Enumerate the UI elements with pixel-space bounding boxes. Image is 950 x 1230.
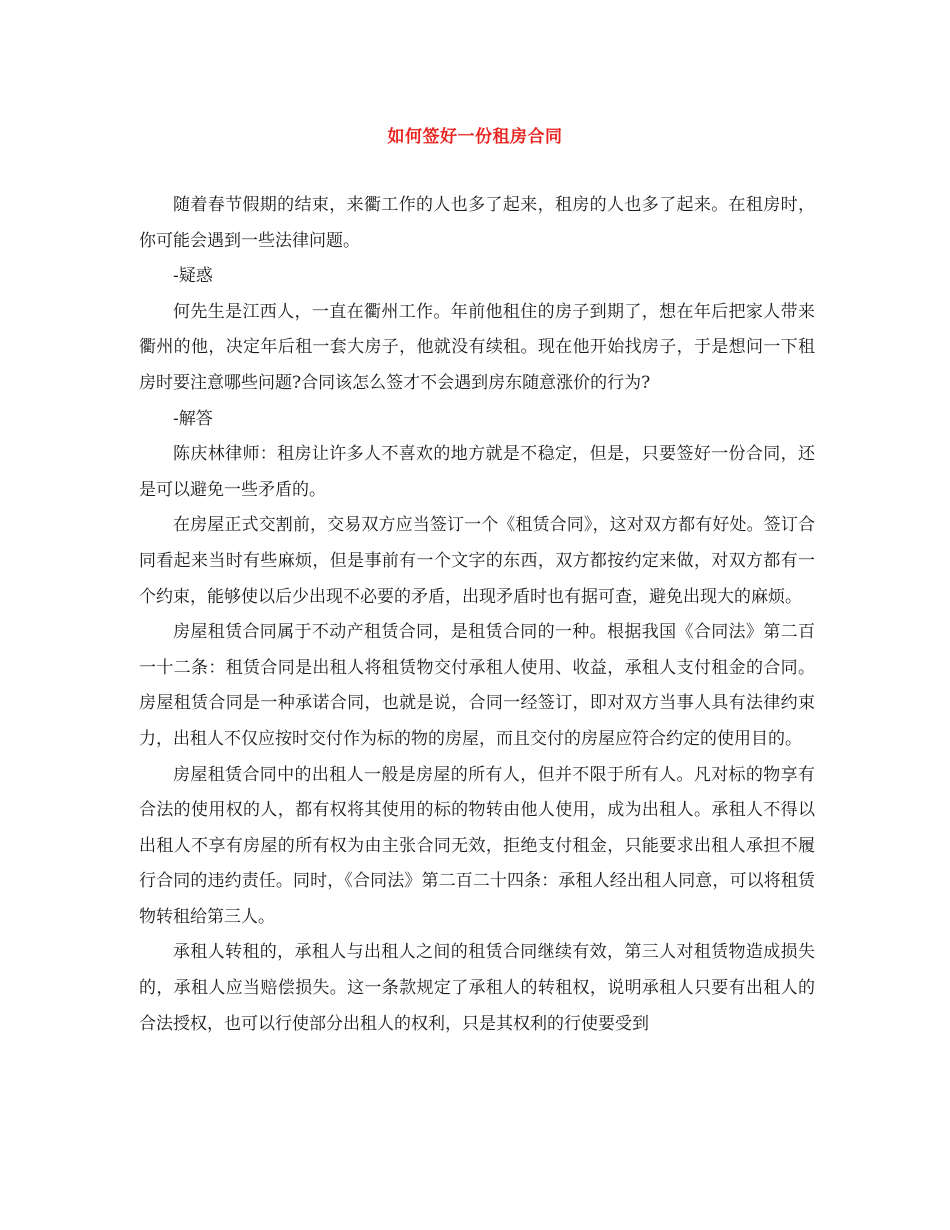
paragraph-lawyer-answer: 陈庆林律师：租房让许多人不喜欢的地方就是不稳定，但是，只要签好一份合同，还是可以避免一些矛盾的。 [139, 444, 815, 500]
document-body [139, 188, 815, 1042]
paragraph-question: 何先生是江西人，一直在衢州工作。年前他租住的房子到期了，想在年后把家人带来衢州的他，决定年后租一套大房子，他就没有续租。现在他开始找房子，于是想问一下租房时要注意哪些问题?合同该怎么签才不会遇到房东随意涨价的行为? [139, 301, 815, 393]
paragraph-intro: 随着春节假期的结束，来衢工作的人也多了起来，租房的人也多了起来。在租房时，你可能会遇到一些法律问题。 [139, 195, 815, 251]
paragraph-lease-contract-definition: 房屋租赁合同属于不动产租赁合同，是租赁合同的一种。根据我国《合同法》第二百一十二条：租赁合同是出租人将租赁物交付承租人使用、收益，承租人支付租金的合同。房屋租赁合同是一种承诺合同，也就是说，合同一经签订，即对双方当事人具有法律约束力，出租人不仅应按时交付作为标的物的房屋，而且交付的房屋应符合约定的使用目的。 [139, 622, 815, 749]
section-heading-question: -疑惑 [173, 266, 213, 287]
section-heading-answer: -解答 [173, 408, 213, 429]
paragraph-sublease: 承租人转租的，承租人与出租人之间的租赁合同继续有效，第三人对租赁物造成损失的，承租人应当赔偿损失。这一条款规定了承租人的转租权，说明承租人只要有出租人的合法授权，也可以行使部分出租人的权利，只是其权利的行使要受到 [139, 942, 815, 1034]
paragraph-sign-contract: 在房屋正式交割前，交易双方应当签订一个《租赁合同》，这对双方都有好处。签订合同看起来当时有些麻烦，但是事前有一个文字的东西，双方都按约定来做，对双方都有一个约束，能够使以后少出现不必要的矛盾，出现矛盾时也有据可查，避免出现大的麻烦。 [139, 515, 815, 607]
paragraph-lessor: 房屋租赁合同中的出租人一般是房屋的所有人，但并不限于所有人。凡对标的物享有合法的使用权的人，都有权将其使用的标的物转由他人使用，成为出租人。承租人不得以出租人不享有房屋的所有权为由主张合同无效，拒绝支付租金，只能要求出租人承担不履行合同的违约责任。同时，《合同法》第二百二十四条：承租人经出租人同意，可以将租赁物转租给第三人。 [139, 764, 815, 927]
document-title: 如何签好一份租房合同 [387, 127, 563, 147]
